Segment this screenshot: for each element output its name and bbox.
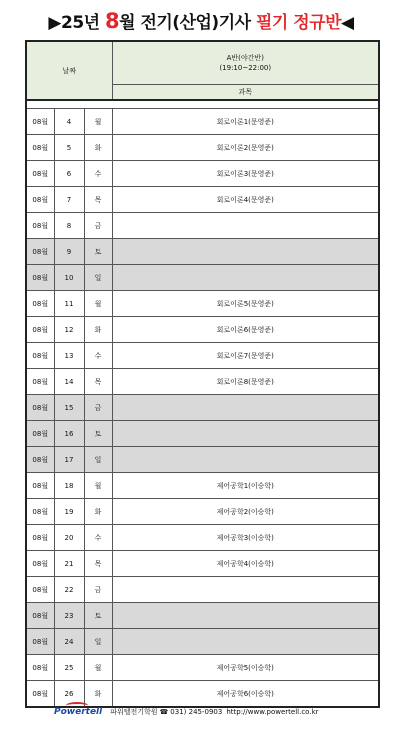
row-month-cell: 08월 [26,239,54,265]
row-weekday-cell: 목 [84,551,112,577]
table-row [26,447,379,473]
schedule-table [25,40,380,708]
row-day-cell: 11 [54,291,84,317]
row-subject-cell: 회로이론6(문영준) [112,317,379,343]
table-row [26,135,379,161]
title-prefix: ▶25년 [48,13,105,33]
row-day-cell: 24 [54,629,84,655]
header-spacer-cell [26,100,379,109]
table-row [26,265,379,291]
table-row [26,369,379,395]
table-row [26,109,379,135]
row-weekday-cell: 월 [84,291,112,317]
logo-swoosh-icon [66,702,88,709]
row-subject-cell [112,239,379,265]
row-day-cell: 26 [54,681,84,708]
row-weekday-cell: 수 [84,525,112,551]
phone-icon: ☎ [159,708,169,716]
row-weekday-cell: 일 [84,265,112,291]
table-row [26,577,379,603]
title-highlight: 필기 정규반 [255,13,341,33]
table-row [26,629,379,655]
table-row [26,161,379,187]
row-day-cell: 17 [54,447,84,473]
row-month-cell: 08월 [26,395,54,421]
row-day-cell: 25 [54,655,84,681]
row-month-cell: 08월 [26,577,54,603]
table-row [26,213,379,239]
row-month-cell: 08월 [26,473,54,499]
row-subject-cell: 제어공학5(이승학) [112,655,379,681]
row-weekday-cell: 월 [84,473,112,499]
table-row [26,317,379,343]
row-month-cell: 08월 [26,369,54,395]
table-row [26,655,379,681]
row-day-cell: 20 [54,525,84,551]
row-month-cell: 08월 [26,551,54,577]
subject-header: 과목 [112,85,379,101]
row-subject-cell: 제어공학3(이승학) [112,525,379,551]
row-month-cell: 08월 [26,447,54,473]
row-day-cell: 8 [54,213,84,239]
row-weekday-cell: 금 [84,395,112,421]
row-day-cell: 5 [54,135,84,161]
title-middle: 월 전기(산업)기사 [119,13,256,33]
row-month-cell: 08월 [26,187,54,213]
row-month-cell: 08월 [26,265,54,291]
row-month-cell: 08월 [26,213,54,239]
row-day-cell: 12 [54,317,84,343]
table-header-row [26,41,379,85]
table-row [26,395,379,421]
table-row [26,291,379,317]
row-subject-cell [112,421,379,447]
date-header: 날짜 [26,41,112,100]
row-weekday-cell: 화 [84,317,112,343]
row-subject-cell [112,629,379,655]
row-subject-cell: 회로이론4(문영준) [112,187,379,213]
row-weekday-cell: 월 [84,655,112,681]
class-header-time: (19:10~22:00) [219,64,272,72]
row-weekday-cell: 월 [84,109,112,135]
row-weekday-cell: 일 [84,629,112,655]
table-row [26,187,379,213]
row-subject-cell: 제어공학2(이승학) [112,499,379,525]
class-header-name: A반(야간반) [226,54,264,62]
table-row [26,499,379,525]
row-subject-cell [112,577,379,603]
row-day-cell: 16 [54,421,84,447]
row-day-cell: 18 [54,473,84,499]
row-month-cell: 08월 [26,525,54,551]
row-month-cell: 08월 [26,291,54,317]
row-day-cell: 7 [54,187,84,213]
title-suffix: ◀ [341,13,354,33]
row-subject-cell [112,447,379,473]
table-row [26,525,379,551]
row-weekday-cell: 금 [84,213,112,239]
row-day-cell: 23 [54,603,84,629]
logo-text: Powertell [54,707,103,717]
row-subject-cell: 제어공학6(이승학) [112,681,379,708]
row-weekday-cell: 토 [84,421,112,447]
row-weekday-cell: 금 [84,577,112,603]
row-day-cell: 9 [54,239,84,265]
row-weekday-cell: 수 [84,343,112,369]
row-weekday-cell: 화 [84,499,112,525]
row-month-cell: 08월 [26,135,54,161]
powertell-logo [54,707,102,717]
row-weekday-cell: 수 [84,161,112,187]
row-day-cell: 4 [54,109,84,135]
row-subject-cell: 회로이론2(문영준) [112,135,379,161]
row-day-cell: 14 [54,369,84,395]
row-subject-cell: 회로이론8(문영준) [112,369,379,395]
footer [54,704,319,720]
row-subject-cell [112,395,379,421]
table-row [26,603,379,629]
row-subject-cell [112,603,379,629]
row-month-cell: 08월 [26,317,54,343]
row-subject-cell [112,213,379,239]
website-link[interactable]: http://www.powertell.co.kr [226,708,319,716]
row-weekday-cell: 토 [84,239,112,265]
row-month-cell: 08월 [26,603,54,629]
row-weekday-cell: 목 [84,187,112,213]
row-weekday-cell: 일 [84,447,112,473]
row-weekday-cell: 토 [84,603,112,629]
row-day-cell: 13 [54,343,84,369]
row-subject-cell: 회로이론5(문영준) [112,291,379,317]
row-subject-cell: 회로이론1(문영준) [112,109,379,135]
table-row [26,551,379,577]
row-day-cell: 21 [54,551,84,577]
row-subject-cell: 제어공학4(이승학) [112,551,379,577]
phone-number: 031) 245-0903 [170,708,223,716]
row-day-cell: 15 [54,395,84,421]
table-row [26,421,379,447]
row-subject-cell: 회로이론7(문영준) [112,343,379,369]
row-month-cell: 08월 [26,499,54,525]
row-day-cell: 6 [54,161,84,187]
class-header [112,41,379,85]
row-subject-cell [112,265,379,291]
row-subject-cell: 회로이론3(문영준) [112,161,379,187]
row-day-cell: 22 [54,577,84,603]
title-month: 8 [105,9,120,33]
table-row [26,343,379,369]
row-month-cell: 08월 [26,109,54,135]
row-month-cell: 08월 [26,161,54,187]
row-weekday-cell: 목 [84,369,112,395]
row-month-cell: 08월 [26,629,54,655]
header-spacer [26,100,379,109]
page-title [0,6,402,36]
table-row [26,239,379,265]
row-day-cell: 19 [54,499,84,525]
academy-name: 파워텔전기학원 [110,708,158,716]
row-month-cell: 08월 [26,681,54,708]
row-weekday-cell: 화 [84,135,112,161]
row-month-cell: 08월 [26,655,54,681]
table-row [26,473,379,499]
row-month-cell: 08월 [26,343,54,369]
row-subject-cell: 제어공학1(이승학) [112,473,379,499]
row-month-cell: 08월 [26,421,54,447]
row-weekday-cell: 화 [84,681,112,708]
row-day-cell: 10 [54,265,84,291]
